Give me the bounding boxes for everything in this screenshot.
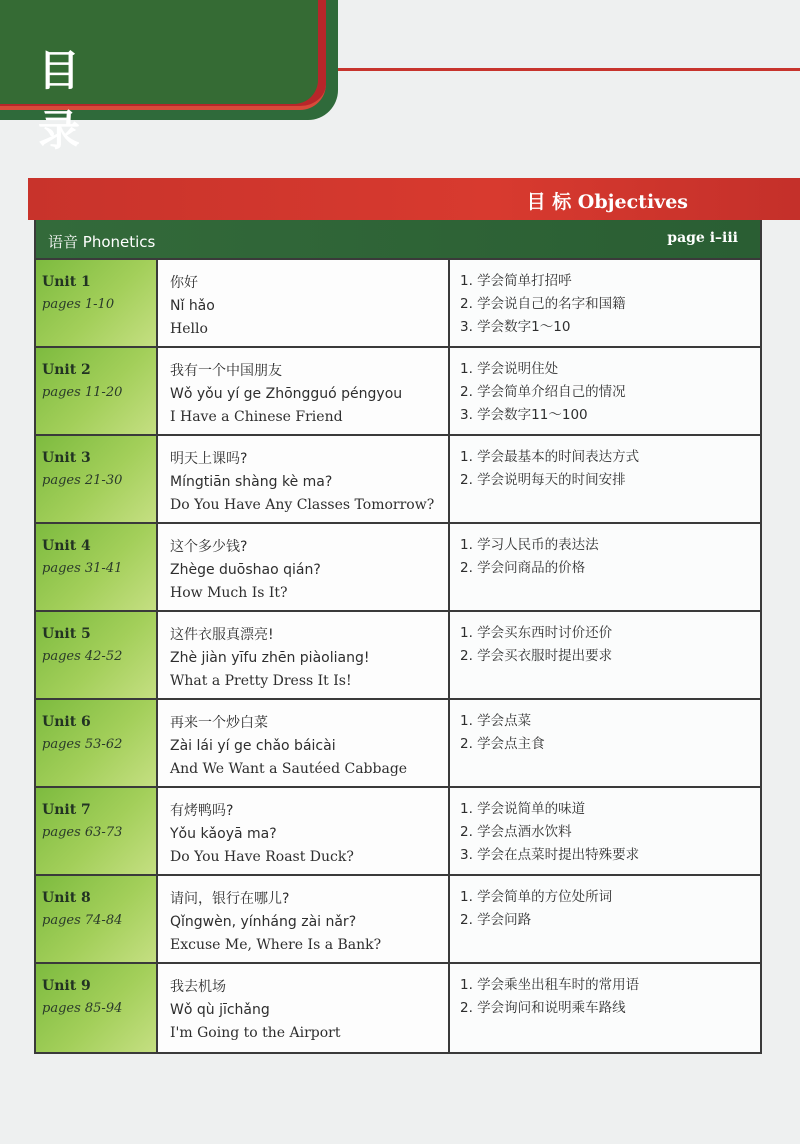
lesson-title-pinyin: Nǐ hǎo xyxy=(170,298,215,314)
unit-pages: pages 31-41 xyxy=(42,561,123,576)
lesson-title-cell xyxy=(158,788,450,874)
unit-pages: pages 42-52 xyxy=(42,649,123,664)
title-rule xyxy=(338,68,800,71)
objective-item: 2. 学会问商品的价格 xyxy=(460,560,586,576)
unit-row[interactable] xyxy=(36,348,760,436)
unit-cell xyxy=(36,524,158,610)
lesson-title-english: I'm Going to the Airport xyxy=(170,1025,341,1041)
lesson-title-chinese: 明天上课吗? xyxy=(170,451,248,467)
lesson-title-english: I Have a Chinese Friend xyxy=(170,409,343,425)
objective-item: 2. 学会买衣服时提出要求 xyxy=(460,648,613,664)
lesson-title-pinyin: Míngtiān shàng kè ma? xyxy=(170,474,333,490)
objectives-cell xyxy=(450,964,760,1052)
objectives-cell xyxy=(450,700,760,786)
unit-pages: pages 1-10 xyxy=(42,297,115,312)
objective-item: 1. 学会最基本的时间表达方式 xyxy=(460,449,640,465)
lesson-title-chinese: 再来一个炒白菜 xyxy=(170,715,268,731)
phonetics-pages: page i–iii xyxy=(667,230,738,246)
unit-number: Unit 5 xyxy=(42,626,91,642)
lesson-title-cell xyxy=(158,612,450,698)
lesson-title-chinese: 我有一个中国朋友 xyxy=(170,363,282,379)
unit-number: Unit 6 xyxy=(42,714,91,730)
lesson-title-chinese: 有烤鸭吗? xyxy=(170,803,234,819)
objective-item: 1. 学会说明住处 xyxy=(460,361,559,377)
lesson-title-pinyin: Yǒu kǎoyā ma? xyxy=(170,826,277,842)
objective-item: 1. 学习人民币的表达法 xyxy=(460,537,599,553)
objective-item: 1. 学会简单的方位处所词 xyxy=(460,889,613,905)
objectives-cell xyxy=(450,524,760,610)
phonetics-row[interactable] xyxy=(36,220,760,260)
lesson-title-pinyin: Wǒ yǒu yí ge Zhōngguó péngyou xyxy=(170,386,403,402)
lesson-title-cell xyxy=(158,348,450,434)
lesson-title-english: And We Want a Sautéed Cabbage xyxy=(170,761,408,777)
objective-item: 3. 学会数字1～10 xyxy=(460,319,571,335)
objective-item: 2. 学会询问和说明乘车路线 xyxy=(460,1000,626,1016)
unit-cell xyxy=(36,700,158,786)
lesson-title-cell xyxy=(158,260,450,346)
objectives-cell xyxy=(450,788,760,874)
unit-cell xyxy=(36,260,158,346)
title-tab xyxy=(0,0,338,155)
unit-row[interactable] xyxy=(36,788,760,876)
unit-number: Unit 7 xyxy=(42,802,91,818)
objectives-cell xyxy=(450,612,760,698)
lesson-title-cell xyxy=(158,436,450,522)
lesson-title-pinyin: Qǐngwèn, yínháng zài nǎr? xyxy=(170,914,357,930)
unit-rows xyxy=(36,260,760,1052)
lesson-title-cell xyxy=(158,700,450,786)
lesson-title-cell xyxy=(158,876,450,962)
lesson-title-chinese: 这件衣服真漂亮! xyxy=(170,627,274,643)
unit-pages: pages 53-62 xyxy=(42,737,123,752)
unit-number: Unit 3 xyxy=(42,450,91,466)
unit-row[interactable] xyxy=(36,964,760,1052)
unit-number: Unit 1 xyxy=(42,274,91,290)
objective-item: 2. 学会说自己的名字和国籍 xyxy=(460,296,626,312)
unit-pages: pages 21-30 xyxy=(42,473,123,488)
unit-cell xyxy=(36,612,158,698)
unit-pages: pages 63-73 xyxy=(42,825,123,840)
toc-table xyxy=(34,220,762,1054)
lesson-title-english: Excuse Me, Where Is a Bank? xyxy=(170,937,382,953)
objective-item: 2. 学会问路 xyxy=(460,912,532,928)
lesson-title-pinyin: Wǒ qù jīchǎng xyxy=(170,1002,270,1018)
objectives-cell xyxy=(450,260,760,346)
objectives-cell xyxy=(450,436,760,522)
objective-item: 1. 学会点菜 xyxy=(460,713,532,729)
lesson-title-cell xyxy=(158,964,450,1052)
unit-number: Unit 9 xyxy=(42,978,91,994)
objectives-label: 目 标 Objectives xyxy=(526,191,688,213)
lesson-title-chinese: 请问，银行在哪儿? xyxy=(170,891,290,907)
unit-cell xyxy=(36,788,158,874)
objective-item: 1. 学会说简单的味道 xyxy=(460,801,586,817)
unit-row[interactable] xyxy=(36,524,760,612)
unit-row[interactable] xyxy=(36,260,760,348)
objectives-cell xyxy=(450,348,760,434)
lesson-title-chinese: 我去机场 xyxy=(170,979,226,995)
lesson-title-english: Do You Have Roast Duck? xyxy=(170,849,354,865)
unit-number: Unit 4 xyxy=(42,538,91,554)
lesson-title-chinese: 这个多少钱? xyxy=(170,539,248,555)
unit-number: Unit 8 xyxy=(42,890,91,906)
unit-pages: pages 85-94 xyxy=(42,1001,123,1016)
lesson-title-pinyin: Zài lái yí ge chǎo báicài xyxy=(170,738,336,754)
unit-cell xyxy=(36,964,158,1052)
unit-pages: pages 74-84 xyxy=(42,913,123,928)
objective-item: 1. 学会买东西时讨价还价 xyxy=(460,625,613,641)
objective-item: 2. 学会简单介绍自己的情况 xyxy=(460,384,626,400)
objective-item: 2. 学会点酒水饮料 xyxy=(460,824,572,840)
unit-cell xyxy=(36,876,158,962)
lesson-title-pinyin: Zhè jiàn yīfu zhēn piàoliang! xyxy=(170,650,370,666)
objectives-cell xyxy=(450,876,760,962)
page-title: 目 录 xyxy=(38,46,161,155)
unit-row[interactable] xyxy=(36,700,760,788)
unit-row[interactable] xyxy=(36,612,760,700)
lesson-title-english: How Much Is It? xyxy=(170,585,288,601)
unit-number: Unit 2 xyxy=(42,362,91,378)
objective-item: 3. 学会数字11～100 xyxy=(460,407,588,423)
lesson-title-pinyin: Zhège duōshao qián? xyxy=(170,562,321,578)
unit-row[interactable] xyxy=(36,876,760,964)
objective-item: 2. 学会说明每天的时间安排 xyxy=(460,472,626,488)
objective-item: 2. 学会点主食 xyxy=(460,736,545,752)
objective-item: 3. 学会在点菜时提出特殊要求 xyxy=(460,847,640,863)
phonetics-label: 语音 Phonetics xyxy=(48,233,156,251)
objectives-bar xyxy=(28,178,800,220)
lesson-title-english: What a Pretty Dress It Is! xyxy=(170,673,352,689)
unit-cell xyxy=(36,348,158,434)
objective-item: 1. 学会乘坐出租车时的常用语 xyxy=(460,977,640,993)
lesson-title-chinese: 你好 xyxy=(170,275,198,291)
objective-item: 1. 学会简单打招呼 xyxy=(460,273,572,289)
unit-row[interactable] xyxy=(36,436,760,524)
unit-cell xyxy=(36,436,158,522)
lesson-title-english: Do You Have Any Classes Tomorrow? xyxy=(170,497,435,513)
lesson-title-cell xyxy=(158,524,450,610)
unit-pages: pages 11-20 xyxy=(42,385,123,400)
lesson-title-english: Hello xyxy=(170,321,208,337)
